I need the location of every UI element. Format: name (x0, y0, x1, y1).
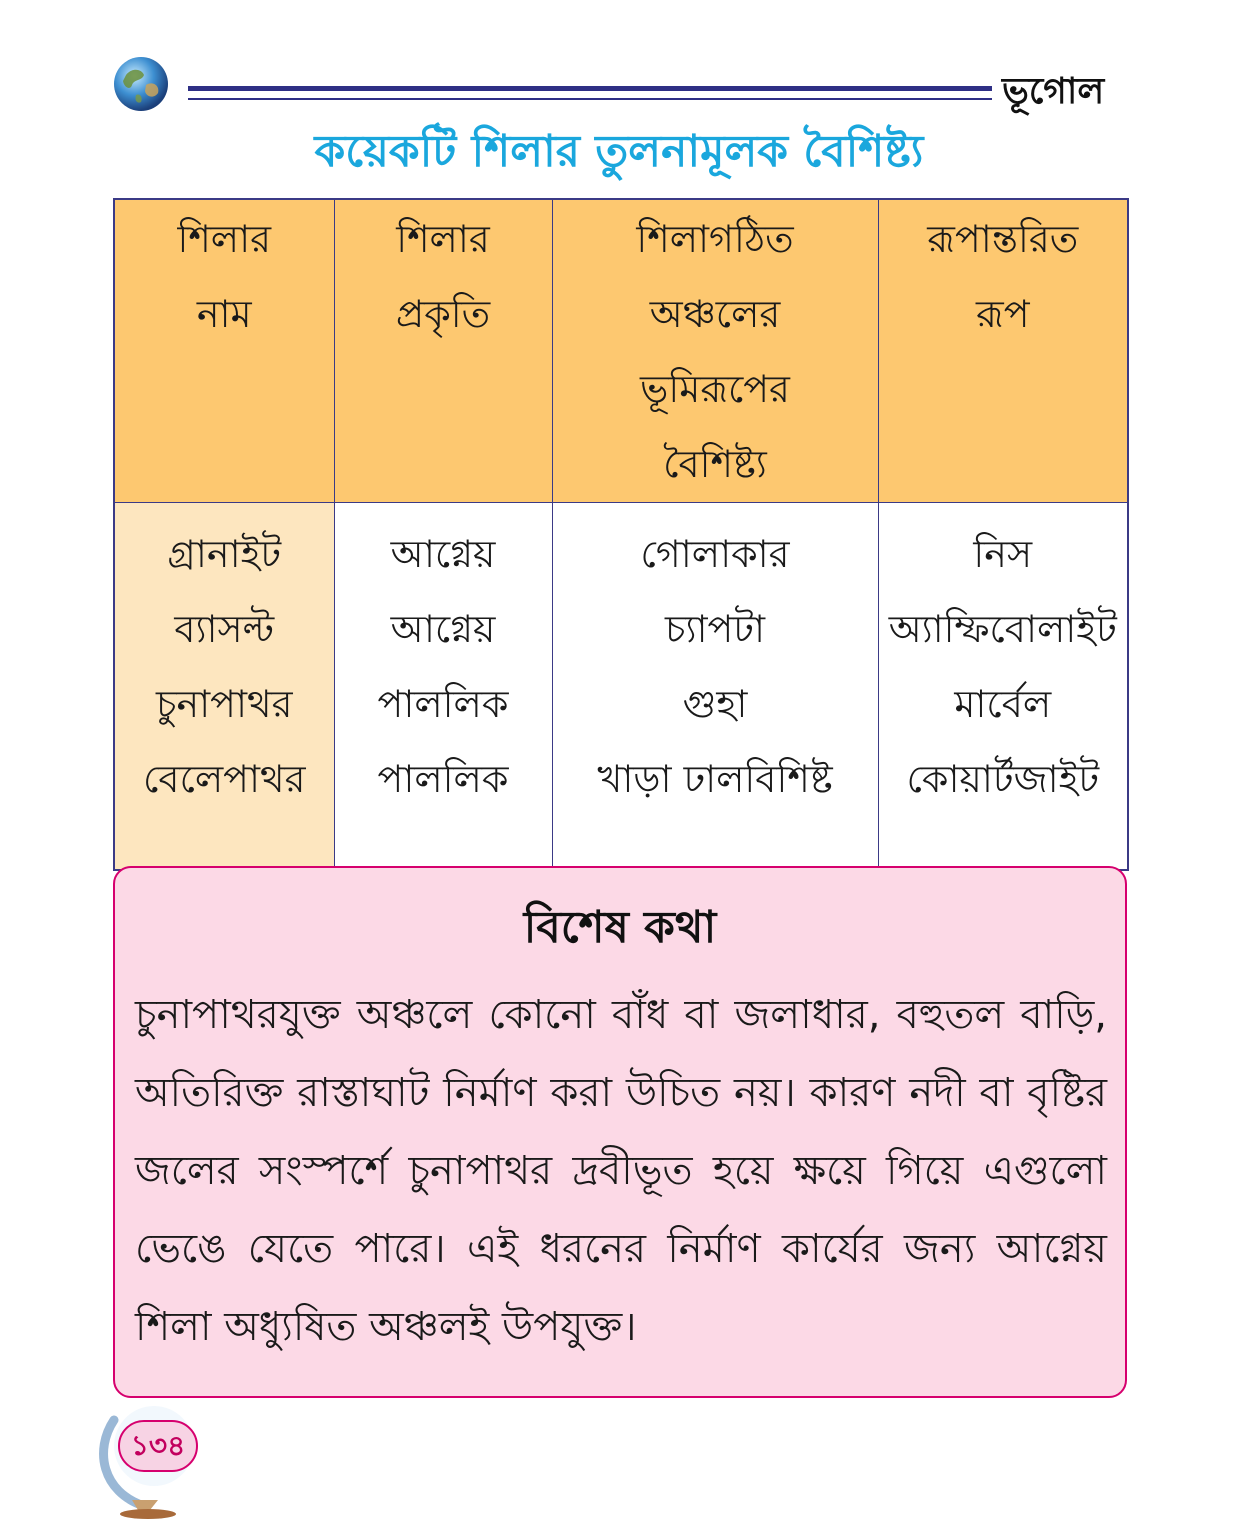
metamorphic-form-cell (878, 503, 1128, 871)
table-cell-value: গোলাকার (640, 532, 790, 576)
table-cell-value: নিস (973, 532, 1033, 576)
note-text: চুনাপাথরযুক্ত অঞ্চলে কোনো বাঁধ বা জলাধার, বহুতল বাড়ি, অতিরিক্ত রাস্তাঘাট নির্মাণ করা উচিত নয়। কারণ নদী বা বৃষ্টির জলের সংস্পর্শে চুনাপাথর দ্রবীভূত হয়ে ক্ষয়ে গিয়ে এগুলো ভেঙে যেতে পারে। এই ধরনের নির্মাণ কার্যের জন্য আগ্নেয় শিলা অধ্যুষিত অঞ্চলই উপযুক্ত। (135, 992, 1107, 1350)
table-cell-value: খাড়া ঢালবিশিষ্ট (597, 757, 833, 801)
header-metamorphic-form (878, 199, 1128, 503)
header-rock-name (114, 199, 334, 503)
header-rule-thin (188, 98, 992, 100)
header-line: ভূমিরূপের (640, 367, 790, 411)
page-number: ১৩৪ (118, 1420, 198, 1472)
table-header-row (114, 199, 1128, 503)
table-cell-value: চ্যাপটা (664, 607, 766, 651)
table-cell-value: চুনাপাথর (155, 682, 293, 726)
table-cell-value: গ্রানাইট (167, 532, 282, 576)
header-line: বৈশিষ্ট্য (663, 442, 767, 486)
globe-icon (112, 55, 170, 113)
rock-comparison-table (113, 198, 1129, 871)
subject-label: ভূগোল (1002, 71, 1105, 112)
table-cell-value: পাললিক (377, 682, 509, 726)
rock-name-cell (114, 503, 334, 871)
table-cell-value: পাললিক (377, 757, 509, 801)
header-line: রূপ (976, 292, 1030, 336)
landform-cell (552, 503, 878, 871)
header-rule (188, 86, 992, 91)
header-landform-features (552, 199, 878, 503)
table-cell-value: ব্যাসল্ট (174, 607, 275, 651)
note-title: বিশেষ কথা (523, 902, 717, 953)
header-line: শিলার (177, 217, 272, 261)
table-cell-value: গুহা (682, 682, 748, 726)
header-line: নাম (196, 292, 252, 336)
rock-nature-cell (334, 503, 552, 871)
header-line: প্রকৃতি (395, 292, 491, 336)
table-row (114, 503, 1128, 871)
page-title: কয়েকটি শিলার তুলনামূলক বৈশিষ্ট্য (314, 126, 924, 177)
header-line: রূপান্তরিত (927, 217, 1079, 261)
page-header (0, 0, 1238, 120)
table-cell-value: কোয়ার্টজাইট (906, 757, 1100, 801)
table-cell-value: অ্যাম্ফিবোলাইট (888, 607, 1117, 651)
table-cell-value: আগ্নেয় (390, 607, 496, 651)
header-rock-nature (334, 199, 552, 503)
special-note-box (113, 866, 1127, 1398)
table-cell-value: আগ্নেয় (390, 532, 496, 576)
table-cell-value: মার্বেল (954, 682, 1052, 726)
header-line: অঞ্চলের (649, 292, 781, 336)
header-line: শিলার (396, 217, 490, 261)
header-line: শিলাগঠিত (636, 217, 794, 261)
table-cell-value: বেলেপাথর (143, 757, 306, 801)
